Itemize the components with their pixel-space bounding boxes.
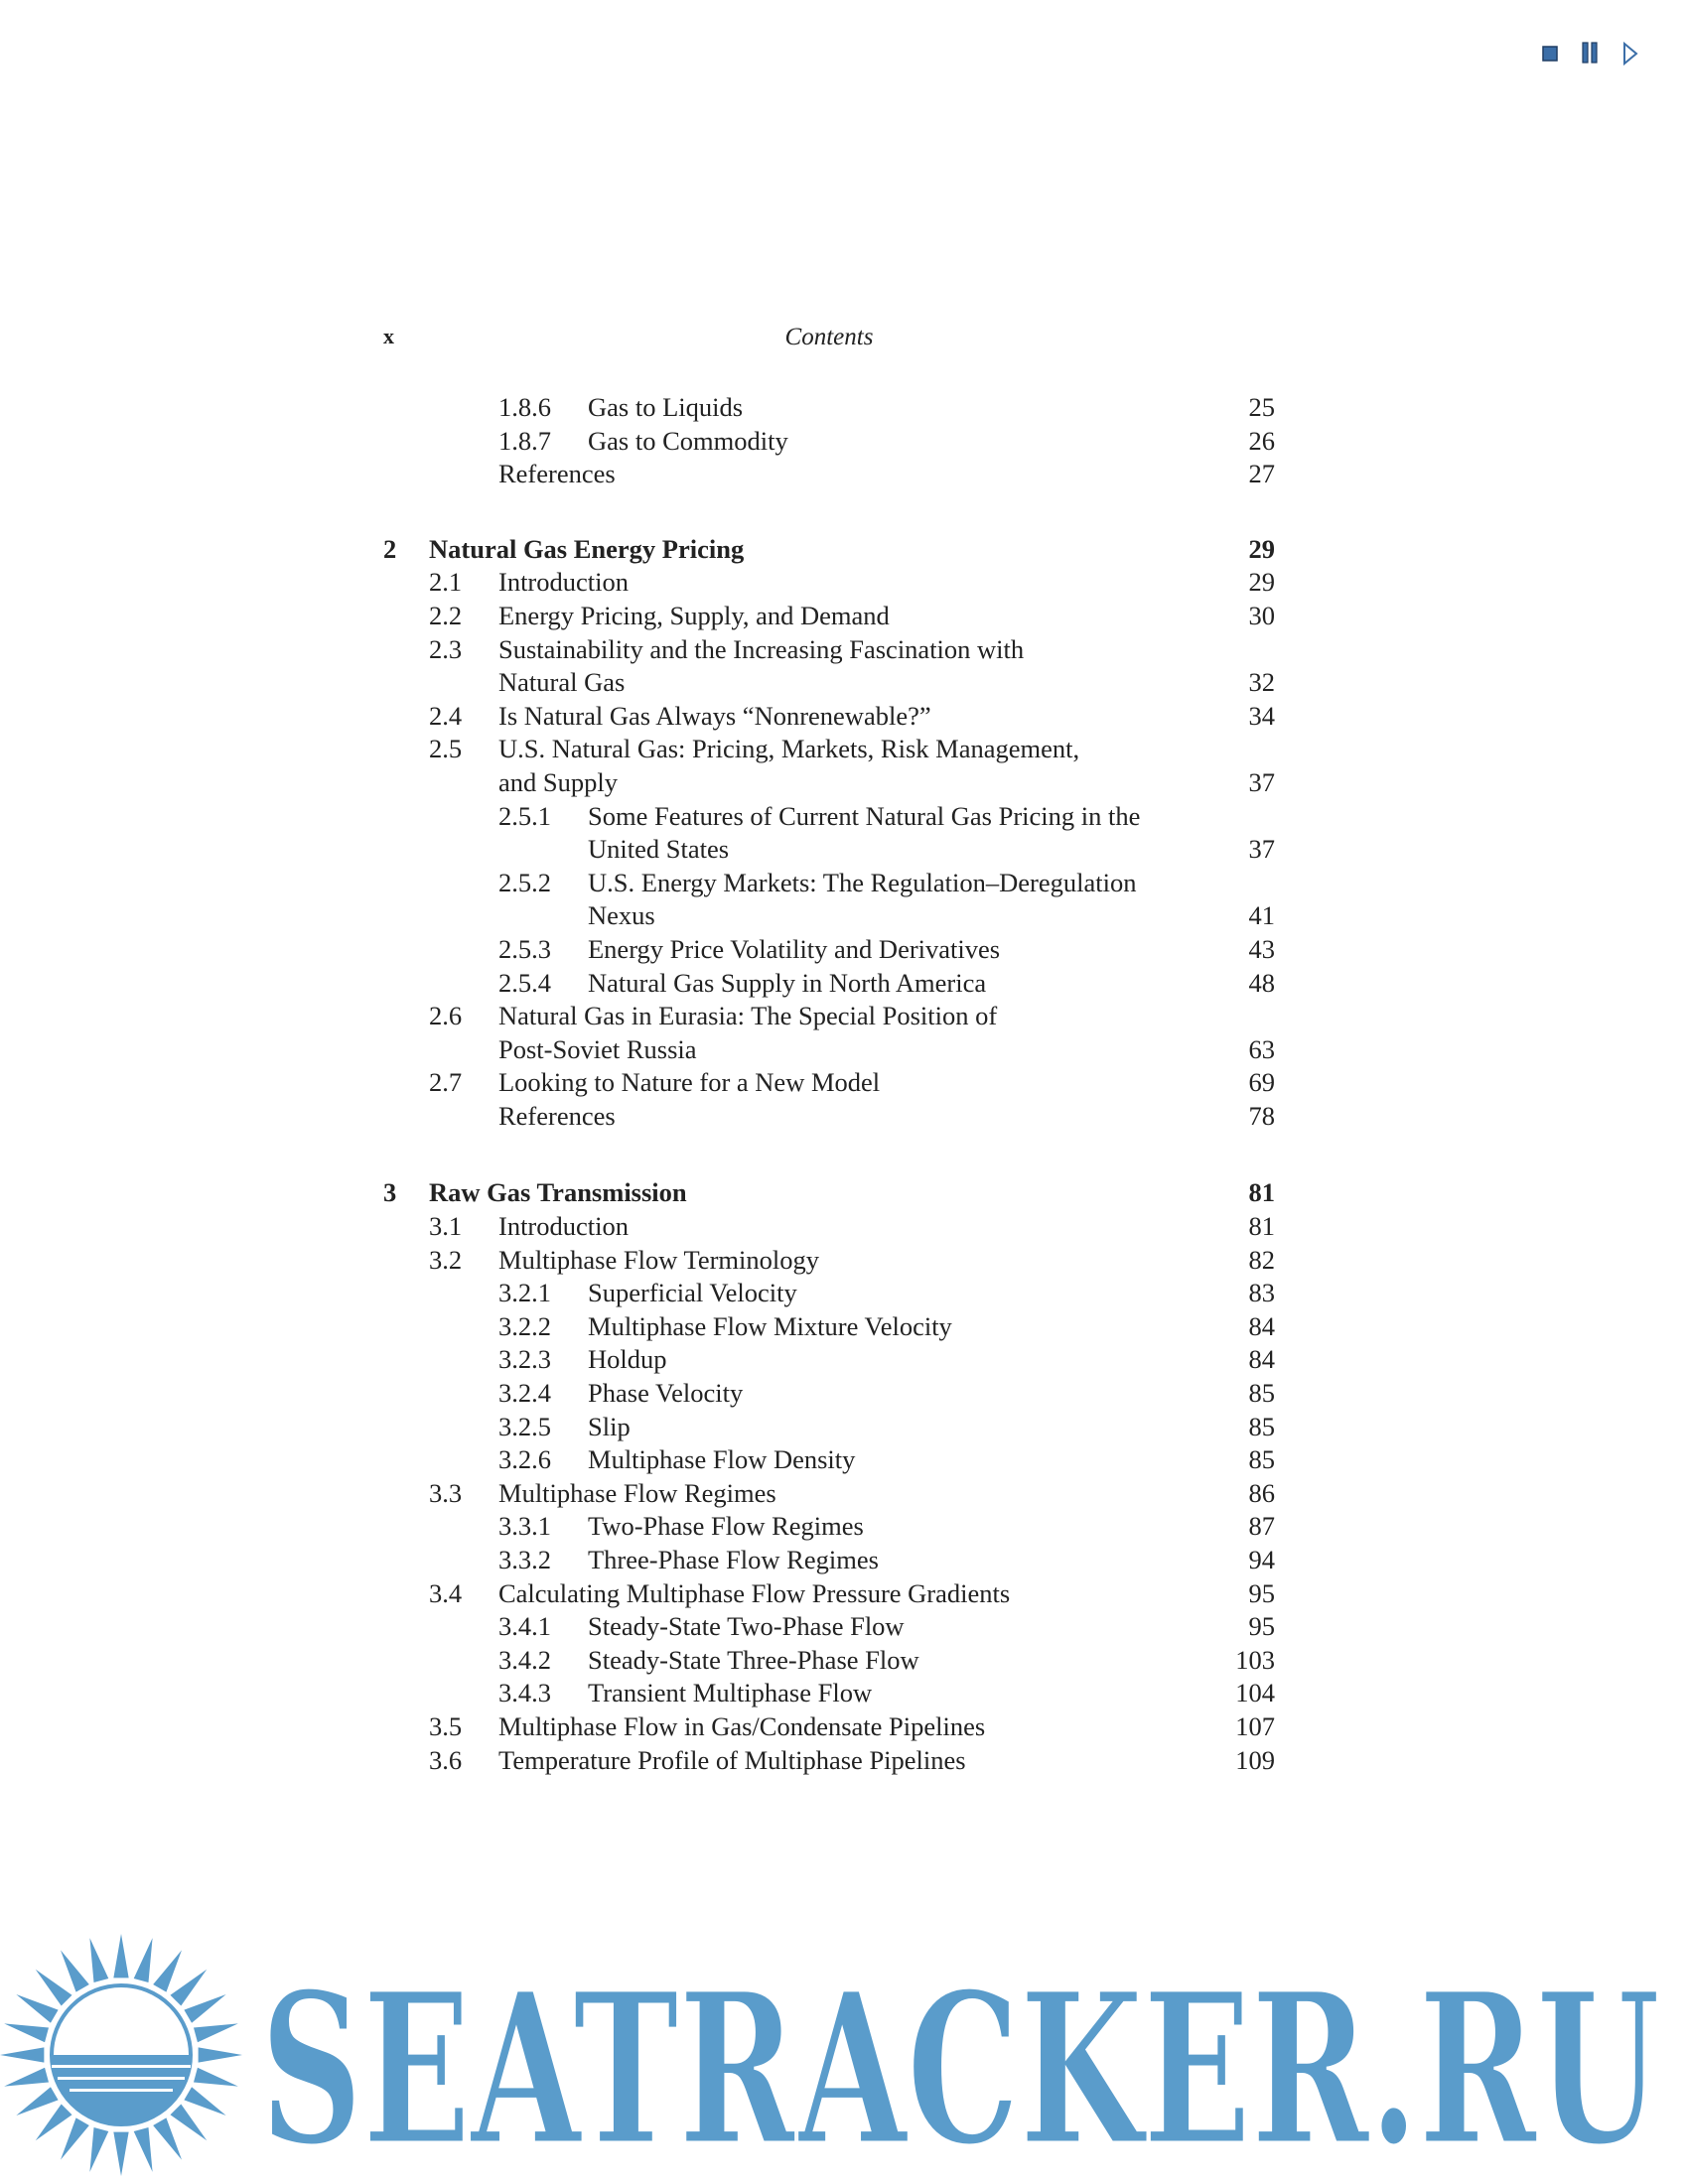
entry-number: 2.2 bbox=[429, 600, 463, 630]
entry-title: Some Features of Current Natural Gas Pricing in the bbox=[588, 800, 1141, 831]
toc-entry[interactable] bbox=[383, 1377, 1275, 1411]
entry-page: 103 bbox=[1235, 1644, 1275, 1675]
toc-entry[interactable] bbox=[383, 1100, 1275, 1134]
viewer-controls bbox=[1537, 40, 1646, 68]
chapter-number: 3 bbox=[383, 1177, 397, 1208]
entry-title-continued: and Supply bbox=[498, 766, 618, 797]
entry-number: 2.5.2 bbox=[498, 867, 551, 897]
toc-entry[interactable] bbox=[383, 1677, 1275, 1710]
sun-ray bbox=[194, 2068, 238, 2087]
entry-title-continued: United States bbox=[588, 834, 730, 865]
sun-ray bbox=[170, 1970, 207, 2006]
entry-page: 30 bbox=[1248, 600, 1275, 630]
toc-entry[interactable] bbox=[383, 933, 1275, 967]
toc-entry[interactable] bbox=[383, 566, 1275, 600]
toc-entry[interactable] bbox=[383, 600, 1275, 633]
entry-number: 3.1 bbox=[429, 1211, 463, 1242]
sun-ray bbox=[89, 2127, 108, 2172]
entry-page: 95 bbox=[1248, 1577, 1275, 1608]
entry-page: 84 bbox=[1248, 1344, 1275, 1375]
sun-ray bbox=[194, 2023, 238, 2042]
entry-page: 85 bbox=[1248, 1444, 1275, 1475]
entry-page: 32 bbox=[1248, 667, 1275, 698]
entry-title: Multiphase Flow Mixture Velocity bbox=[588, 1310, 952, 1341]
entry-number: 3.2.3 bbox=[498, 1344, 551, 1375]
sun-ray bbox=[36, 2104, 72, 2140]
toc-entry[interactable] bbox=[383, 967, 1275, 1001]
entry-title-continued: Post-Soviet Russia bbox=[498, 1033, 697, 1064]
sun-ray bbox=[61, 1950, 89, 1991]
entry-number: 2.3 bbox=[429, 633, 463, 664]
spacer bbox=[383, 1133, 1275, 1176]
watermark-graphic bbox=[0, 1926, 1688, 2184]
toc-entry[interactable] bbox=[383, 458, 1275, 491]
sun-ray bbox=[134, 1938, 153, 1982]
toc-entry[interactable] bbox=[383, 733, 1275, 766]
toc-entry[interactable] bbox=[383, 1744, 1275, 1778]
toc-entry[interactable] bbox=[383, 1644, 1275, 1678]
entry-page: 69 bbox=[1248, 1067, 1275, 1098]
entry-page: 84 bbox=[1248, 1310, 1275, 1341]
entry-title: Steady-State Three-Phase Flow bbox=[588, 1644, 919, 1675]
toc-entry-continuation[interactable] bbox=[383, 1033, 1275, 1067]
entry-page: 26 bbox=[1248, 425, 1275, 456]
entry-page: 27 bbox=[1248, 459, 1275, 489]
entry-number: 3.3.2 bbox=[498, 1545, 551, 1574]
entry-title: Superficial Velocity bbox=[588, 1278, 797, 1308]
entry-number: 3.4.1 bbox=[498, 1611, 551, 1642]
entry-title-continued: Natural Gas bbox=[498, 667, 626, 698]
toc-entry[interactable] bbox=[383, 1244, 1275, 1278]
pause-button[interactable] bbox=[1577, 40, 1605, 68]
toc-entry[interactable] bbox=[383, 1710, 1275, 1744]
toc-entry[interactable] bbox=[383, 1210, 1275, 1244]
watermark-text: SEATRACKER.RU bbox=[260, 1947, 1660, 2184]
entry-title: Phase Velocity bbox=[588, 1378, 744, 1409]
entry-number: 2.1 bbox=[429, 567, 463, 598]
entry-title: U.S. Energy Markets: The Regulation–Deregulation bbox=[588, 867, 1137, 897]
entry-title: Looking to Nature for a New Model bbox=[498, 1067, 881, 1098]
entry-number: 3.2.5 bbox=[498, 1411, 551, 1441]
entry-title: Multiphase Flow Density bbox=[588, 1444, 856, 1475]
entry-number: 3.4.3 bbox=[498, 1678, 551, 1708]
entry-number: 3.3 bbox=[429, 1477, 463, 1508]
entry-number: 3.2.1 bbox=[498, 1278, 551, 1308]
page-title: Contents bbox=[784, 324, 874, 350]
entry-number: 3.4 bbox=[429, 1577, 463, 1608]
chapter-page: 81 bbox=[1248, 1177, 1275, 1208]
sun-ray bbox=[184, 1994, 225, 2023]
entry-page: 81 bbox=[1248, 1211, 1275, 1242]
toc-entry[interactable] bbox=[383, 1510, 1275, 1544]
entry-title: Temperature Profile of Multiphase Pipelines bbox=[498, 1744, 966, 1775]
page-folio: x bbox=[383, 324, 394, 348]
sun-ray bbox=[4, 2068, 49, 2087]
sun-ray bbox=[89, 1938, 108, 1982]
toc-entry[interactable] bbox=[383, 1610, 1275, 1644]
toc-entry[interactable] bbox=[383, 1343, 1275, 1377]
entry-page: 85 bbox=[1248, 1378, 1275, 1409]
running-head bbox=[383, 324, 1275, 353]
entry-title: Steady-State Two-Phase Flow bbox=[588, 1611, 905, 1642]
entry-page: 43 bbox=[1248, 933, 1275, 964]
sun-ray bbox=[4, 2023, 49, 2042]
entry-title: Natural Gas in Eurasia: The Special Position of bbox=[498, 1001, 998, 1031]
toc-entry[interactable] bbox=[383, 1477, 1275, 1511]
toc-entry[interactable] bbox=[383, 1577, 1275, 1611]
spacer bbox=[383, 491, 1275, 533]
entry-page: 104 bbox=[1235, 1678, 1275, 1708]
entry-title: Multiphase Flow Terminology bbox=[498, 1244, 820, 1275]
entry-page: 82 bbox=[1248, 1244, 1275, 1275]
entry-title: Transient Multiphase Flow bbox=[588, 1678, 873, 1708]
entry-number: 3.2.4 bbox=[498, 1378, 551, 1409]
chapter-page: 29 bbox=[1248, 533, 1275, 564]
entry-page: 83 bbox=[1248, 1278, 1275, 1308]
entry-page: 29 bbox=[1248, 567, 1275, 598]
entry-title: References bbox=[498, 1100, 616, 1131]
entry-number: 3.2.2 bbox=[498, 1310, 551, 1341]
play-button[interactable] bbox=[1617, 40, 1644, 68]
entry-number: 2.5 bbox=[429, 734, 463, 764]
toc-entry[interactable] bbox=[383, 391, 1275, 425]
sun-ray bbox=[134, 2127, 153, 2172]
entry-title: References bbox=[498, 459, 616, 489]
entry-page: 78 bbox=[1248, 1100, 1275, 1131]
entry-title: Two-Phase Flow Regimes bbox=[588, 1511, 864, 1542]
entry-number: 2.7 bbox=[429, 1067, 463, 1098]
toc-entry[interactable] bbox=[383, 1411, 1275, 1444]
play-icon bbox=[1617, 40, 1644, 68]
toc-entry[interactable] bbox=[383, 1066, 1275, 1100]
toc-entry[interactable] bbox=[383, 633, 1275, 667]
toc-entry[interactable] bbox=[383, 1000, 1275, 1033]
entry-title: Energy Pricing, Supply, and Demand bbox=[498, 600, 890, 630]
toc-entry[interactable] bbox=[383, 1544, 1275, 1577]
entry-page: 34 bbox=[1248, 700, 1275, 731]
entry-number: 2.5.1 bbox=[498, 800, 551, 831]
sun-ray bbox=[170, 2104, 207, 2140]
sun-ray bbox=[61, 2117, 89, 2159]
toc-entry[interactable] bbox=[383, 867, 1275, 900]
entry-title: Natural Gas Supply in North America bbox=[588, 967, 987, 998]
entry-number: 3.2 bbox=[429, 1244, 463, 1275]
entry-title: U.S. Natural Gas: Pricing, Markets, Risk Management, bbox=[498, 734, 1080, 764]
sun-ray bbox=[113, 1934, 128, 1978]
chapter-title: Natural Gas Energy Pricing bbox=[429, 533, 745, 564]
entry-page: 95 bbox=[1248, 1611, 1275, 1642]
sun-icon bbox=[0, 1934, 242, 2176]
entry-title: Introduction bbox=[498, 1211, 629, 1242]
entry-page: 86 bbox=[1248, 1477, 1275, 1508]
entry-number: 3.6 bbox=[429, 1744, 463, 1775]
entry-title: Multiphase Flow Regimes bbox=[498, 1477, 776, 1508]
entry-page: 48 bbox=[1248, 967, 1275, 998]
entry-title: Energy Price Volatility and Derivatives bbox=[588, 933, 1001, 964]
sun-ray bbox=[153, 1950, 182, 1991]
toc-entry-continuation[interactable] bbox=[383, 666, 1275, 700]
entry-number: 1.8.6 bbox=[498, 392, 551, 422]
toc-entry[interactable] bbox=[383, 1277, 1275, 1310]
entry-number: 2.5.4 bbox=[498, 967, 551, 998]
entry-number: 2.4 bbox=[429, 700, 463, 731]
chapter-number: 2 bbox=[383, 533, 397, 564]
toc-entry[interactable] bbox=[383, 425, 1275, 459]
toc-chapter-3[interactable] bbox=[383, 1176, 1275, 1210]
toc-entry-continuation[interactable] bbox=[383, 833, 1275, 867]
entry-title: Introduction bbox=[498, 567, 629, 598]
entry-number: 1.8.7 bbox=[498, 425, 551, 456]
entry-title: Slip bbox=[588, 1411, 631, 1441]
toc-entry[interactable] bbox=[383, 800, 1275, 834]
entry-number: 2.5.3 bbox=[498, 933, 551, 964]
toc-entry-continuation[interactable] bbox=[383, 899, 1275, 933]
entry-title: Holdup bbox=[588, 1344, 667, 1375]
sun-ray bbox=[0, 2047, 44, 2062]
toc-entry-continuation[interactable] bbox=[383, 766, 1275, 800]
entry-page: 94 bbox=[1248, 1545, 1275, 1574]
stop-icon bbox=[1537, 40, 1565, 68]
toc-entry[interactable] bbox=[383, 700, 1275, 734]
sun-ray bbox=[16, 1994, 58, 2023]
entry-title: Gas to Commodity bbox=[588, 425, 788, 456]
toc-entry[interactable] bbox=[383, 1310, 1275, 1344]
entry-title: Sustainability and the Increasing Fascination with bbox=[498, 633, 1025, 664]
entry-title: Gas to Liquids bbox=[588, 392, 744, 422]
entry-title: Three-Phase Flow Regimes bbox=[588, 1545, 879, 1574]
entry-page: 107 bbox=[1235, 1710, 1275, 1741]
entry-title: Is Natural Gas Always “Nonrenewable?” bbox=[498, 700, 931, 731]
entry-title: Multiphase Flow in Gas/Condensate Pipelines bbox=[498, 1710, 986, 1741]
entry-number: 3.5 bbox=[429, 1710, 463, 1741]
toc-chapter-2[interactable] bbox=[383, 533, 1275, 567]
sun-ray bbox=[199, 2047, 242, 2062]
entry-page: 109 bbox=[1235, 1744, 1275, 1775]
entry-page: 87 bbox=[1248, 1511, 1275, 1542]
pause-icon bbox=[1577, 40, 1605, 68]
stop-button[interactable] bbox=[1537, 40, 1565, 68]
sun-ray bbox=[36, 1970, 72, 2006]
entry-number: 3.4.2 bbox=[498, 1644, 551, 1675]
sun-ray bbox=[113, 2132, 128, 2176]
entry-title-continued: Nexus bbox=[588, 900, 655, 931]
entry-page: 25 bbox=[1248, 392, 1275, 422]
toc-entry[interactable] bbox=[383, 1443, 1275, 1477]
entry-number: 3.2.6 bbox=[498, 1444, 551, 1475]
watermark bbox=[0, 1926, 1688, 2184]
entry-page: 85 bbox=[1248, 1411, 1275, 1441]
entry-number: 2.6 bbox=[429, 1001, 463, 1031]
sun-ray bbox=[153, 2117, 182, 2159]
chapter-title: Raw Gas Transmission bbox=[429, 1177, 687, 1208]
sun-ray bbox=[16, 2087, 58, 2116]
entry-page: 63 bbox=[1248, 1033, 1275, 1064]
entry-page: 37 bbox=[1248, 834, 1275, 865]
entry-number: 3.3.1 bbox=[498, 1511, 551, 1542]
entry-title: Calculating Multiphase Flow Pressure Gradients bbox=[498, 1577, 1011, 1608]
entry-page: 41 bbox=[1248, 900, 1275, 931]
entry-page: 37 bbox=[1248, 766, 1275, 797]
sun-ray bbox=[184, 2087, 225, 2116]
table-of-contents bbox=[383, 391, 1275, 1777]
